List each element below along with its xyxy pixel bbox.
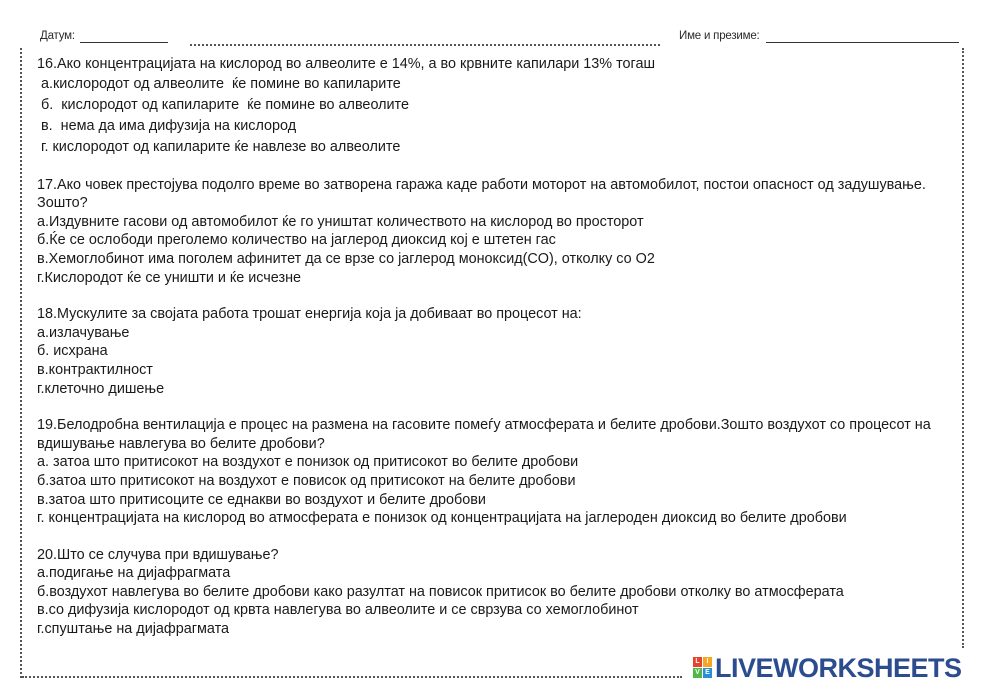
option-c[interactable]: в.со дифузија кислородот од крвта навлегува во алвеолите и се сврзува со хемоглобинот [37, 602, 639, 619]
logo-grid-cell: L [693, 657, 702, 667]
name-field[interactable] [766, 42, 959, 43]
question-17 [37, 176, 957, 288]
option-b[interactable]: б. исхрана [37, 343, 108, 360]
option-c[interactable]: в.контрактилност [37, 361, 153, 378]
logo-text: LIVEWORKSHEETS [715, 653, 962, 683]
dotted-border-left [20, 48, 22, 678]
question-text: 17.Ако човек престојува подолго време во затворена гаража каде работи моторот на автомобилот, постои опасност од задушување. Зошто? [37, 176, 930, 212]
option-c[interactable]: в.Хемоглобинот има поголем афинитет да се врзе со јаглерод моноксид(CO), отколку со O2 [37, 250, 655, 267]
question-text: 16.Ако концентрацијата на кислород во алвеолите е 14%, а во крвните капилари 13% тогаш [37, 56, 655, 72]
option-d[interactable]: г.спуштање на дијафрагмата [37, 621, 230, 638]
date-label: Датум: [40, 30, 75, 42]
question-18 [37, 305, 957, 398]
option-d[interactable]: г. концентрацијата на кислород во атмосферата е понизок од концентрацијата на јаглероден диоксид во белите дробови [37, 510, 847, 527]
option-c[interactable]: в. нема да има дифузија на кислород [37, 117, 297, 134]
logo-grid-cell: V [693, 668, 702, 678]
option-d[interactable]: г.клеточно дишење [37, 380, 165, 397]
option-a[interactable]: а. затоа што притисокот на воздухот е понизок од притисокот во белите дробови [37, 454, 579, 471]
option-d[interactable]: г. кислородот од капиларите ќе навлезе во алвеолите [37, 138, 401, 155]
dotted-border-bottom [22, 676, 682, 678]
question-19 [37, 416, 957, 528]
logo-grid-cell: I [703, 657, 712, 667]
question-20 [37, 546, 957, 639]
option-a[interactable]: а.кислородот од алвеолите ќе помине во капиларите [37, 75, 401, 92]
questions-content [37, 55, 957, 657]
question-text: 20.Што се случува при вдишување? [37, 546, 279, 563]
logo-grid-icon [693, 657, 713, 679]
option-c[interactable]: в.затоа што притисоците се еднакви во воздухот и белите дробови [37, 491, 486, 508]
question-16 [37, 55, 957, 158]
question-text: 18.Мускулите за својата работа трошат енергија која ја добиваат во процесот на: [37, 306, 582, 323]
option-a[interactable]: а.Издувните гасови од автомобилот ќе го уништат количеството на кислород во просторот [37, 213, 644, 230]
logo-grid-cell: E [703, 668, 712, 678]
liveworksheets-logo[interactable] [693, 655, 993, 681]
name-label: Име и презиме: [679, 30, 760, 42]
date-field[interactable] [80, 42, 168, 43]
option-d[interactable]: г.Кислородот ќе се уништи и ќе исчезне [37, 269, 302, 286]
option-b[interactable]: б.Ќе се ослободи преголемо количество на јаглерод диоксид кој е штетен гас [37, 232, 556, 249]
option-b[interactable]: б. кислородот од капиларите ќе помине во алвеолите [37, 96, 409, 113]
option-a[interactable]: а.излачување [37, 324, 130, 341]
dotted-border-right [962, 48, 964, 648]
option-b[interactable]: б.затоа што притисокот на воздухот е повисок од притисокот на белите дробови [37, 472, 576, 489]
option-a[interactable]: а.подигање на дијафрагмата [37, 565, 231, 582]
question-text: 19.Белодробна вентилација е процес на размена на гасовите помеѓу атмосферата и белите дробови.Зошто воздухот со процесот на вдишување навлегува во белите дробови? [37, 417, 935, 452]
dotted-border-top [190, 44, 660, 46]
option-b[interactable]: б.воздухот навлегува во белите дробови како разултат на повисок притисок во белите дробови отколку во атмосферата [37, 583, 844, 600]
